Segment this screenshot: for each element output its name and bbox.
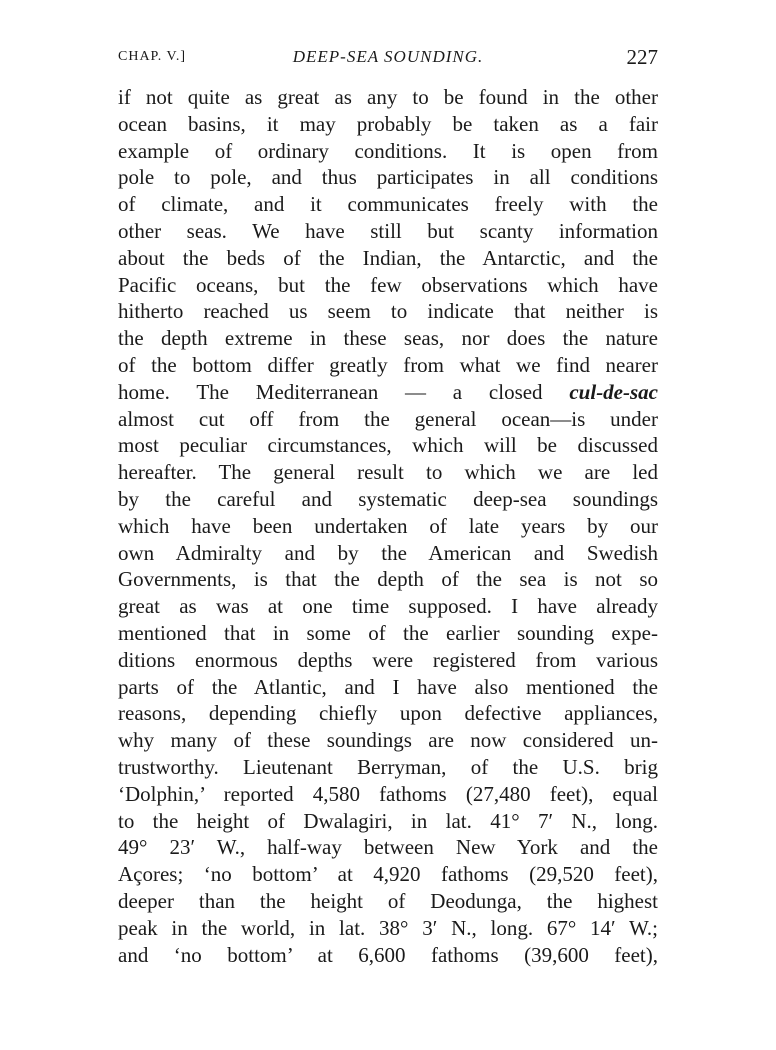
- text-line: Açores; ‘no bottom’ at 4,920 fathoms (29,520 feet),: [118, 862, 658, 887]
- text-line: ‘Dolphin,’ reported 4,580 fathoms (27,480 feet), equal: [118, 781, 658, 806]
- text-line: to the height of Dwalagiri, in lat. 41° 7′ N., long.: [118, 808, 658, 833]
- text-line: the depth extreme in these seas, nor does the nature: [118, 326, 658, 351]
- page-number: 227: [626, 45, 658, 69]
- italic-phrase: cul-de-sac: [569, 379, 658, 404]
- text-line: deeper than the height of Deodunga, the highest: [118, 888, 658, 913]
- text-line: most peculiar circumstances, which will be discussed: [118, 433, 658, 458]
- chapter-label: CHAP. V.]: [118, 49, 187, 64]
- text-line: hereafter. The general result to which we are led: [118, 460, 658, 485]
- text-line: hitherto reached us seem to indicate that neither is: [118, 299, 658, 324]
- running-title: DEEP-SEA SOUNDING.: [292, 47, 484, 66]
- text-line: 49° 23′ W., half-way between New York and the: [118, 835, 658, 860]
- text-line: pole to pole, and thus participates in all conditions: [118, 165, 658, 190]
- text-line: of climate, and it communicates freely with the: [118, 192, 658, 217]
- text-line: about the beds of the Indian, the Antarctic, and the: [118, 245, 658, 270]
- text-line: [118, 379, 658, 406]
- text-line: other seas. We have still but scanty information: [118, 218, 658, 243]
- text-line: parts of the Atlantic, and I have also mentioned the: [118, 674, 658, 699]
- running-head: [118, 42, 658, 72]
- text-line: own Admiralty and by the American and Swedish: [118, 540, 658, 565]
- text-line: mentioned that in some of the earlier sounding expe-: [118, 620, 658, 645]
- text-line: example of ordinary conditions. It is open from: [118, 138, 658, 163]
- text-line: trustworthy. Lieutenant Berryman, of the U.S. brig: [118, 754, 658, 779]
- text-line-part: home. The Mediterranean — a closed: [118, 379, 543, 404]
- text-line: Governments, is that the depth of the sea is not so: [118, 567, 658, 592]
- text-line: reasons, depending chiefly upon defective appliances,: [118, 701, 658, 726]
- text-line: ditions enormous depths were registered from various: [118, 647, 658, 672]
- text-line: almost cut off from the general ocean—is under: [118, 406, 658, 431]
- text-line: of the bottom differ greatly from what we find nearer: [118, 352, 658, 377]
- text-line: and ‘no bottom’ at 6,600 fathoms (39,600 feet),: [118, 942, 658, 967]
- text-line: Pacific oceans, but the few observations which have: [118, 272, 658, 297]
- text-line: if not quite as great as any to be found in the other: [118, 85, 658, 109]
- text-line: ocean basins, it may probably be taken as a fair: [118, 111, 658, 136]
- body-text: [118, 84, 658, 968]
- text-line: peak in the world, in lat. 38° 3′ N., long. 67° 14′ W.;: [118, 915, 658, 940]
- text-line: by the careful and systematic deep-sea soundings: [118, 486, 658, 511]
- text-line: why many of these soundings are now considered un-: [118, 728, 658, 753]
- text-line: great as was at one time supposed. I have already: [118, 594, 658, 619]
- text-line: which have been undertaken of late years by our: [118, 513, 658, 538]
